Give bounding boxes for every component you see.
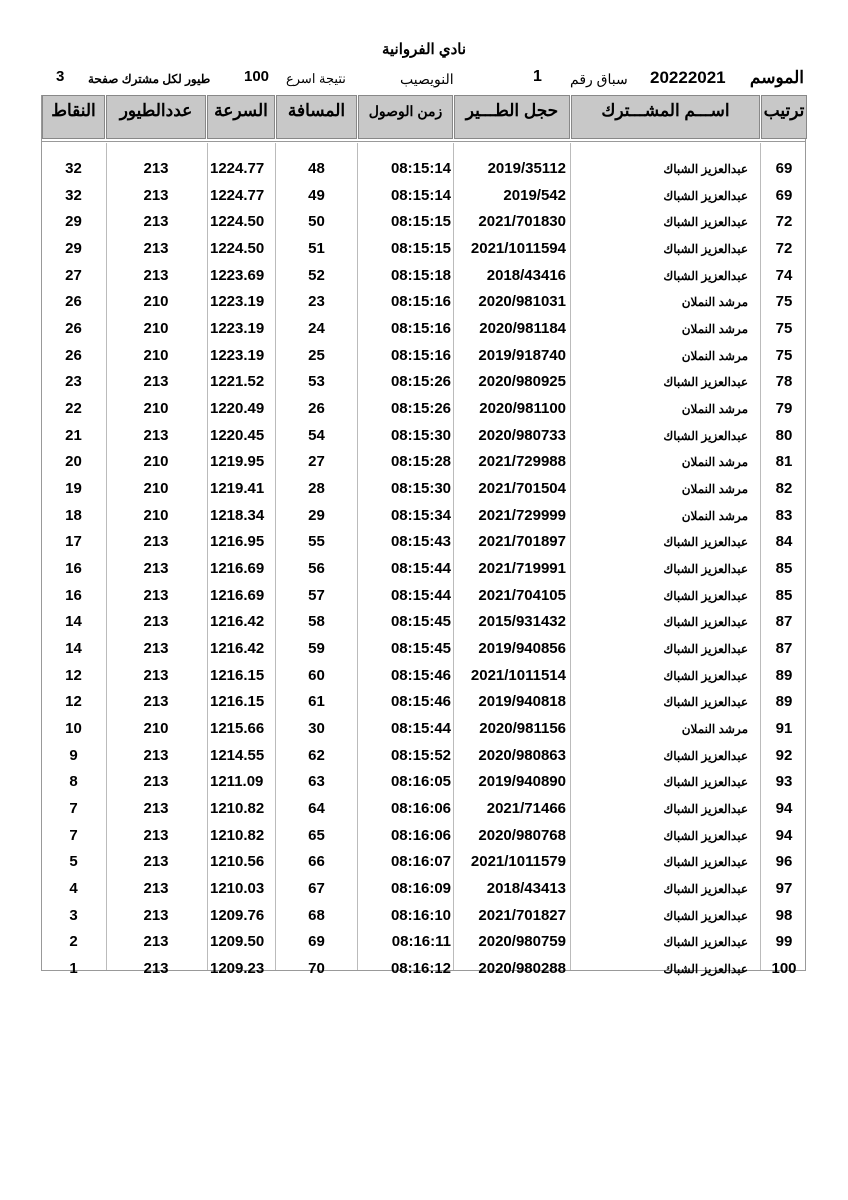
arrival-cell: 08:15:44	[390, 586, 451, 604]
rank-cell: 78	[775, 373, 793, 391]
table-row	[42, 823, 807, 849]
table-row	[42, 449, 807, 475]
rank-cell: 89	[775, 693, 793, 711]
arrival-cell: 08:15:26	[390, 400, 451, 418]
participant-cell: مرشد النملان	[681, 722, 748, 737]
rank-cell: 75	[775, 320, 793, 338]
points-cell: 27	[65, 266, 82, 284]
arrival-cell: 08:15:15	[390, 213, 451, 231]
ring-cell: 2020/981031	[478, 293, 566, 311]
table-row	[42, 583, 807, 609]
table-row	[42, 236, 807, 262]
distance-cell: 59	[308, 640, 325, 658]
table-row	[42, 183, 807, 209]
column-header-points: النقاط	[42, 95, 105, 139]
distance-cell: 49	[308, 186, 325, 204]
speed-cell: 1219.95	[210, 453, 265, 471]
distance-cell: 25	[308, 346, 325, 364]
arrival-cell: 08:15:14	[390, 186, 451, 204]
rank-cell: 72	[775, 213, 793, 231]
speed-cell: 1216.69	[210, 560, 265, 578]
table-row	[42, 849, 807, 875]
ring-cell: 2019/35112	[487, 160, 566, 177]
points-cell: 9	[69, 746, 78, 764]
rank-cell: 98	[775, 906, 793, 924]
participant-cell: مرشد النملان	[681, 482, 748, 497]
arrival-cell: 08:15:52	[390, 746, 451, 764]
speed-cell: 1220.49	[210, 400, 265, 418]
ring-cell: 2020/980925	[478, 373, 566, 391]
table-row	[42, 743, 807, 769]
arrival-cell: 08:15:30	[390, 426, 451, 444]
table-row	[42, 796, 807, 822]
speed-cell: 1211.09	[210, 773, 264, 791]
season-label: الموسم	[749, 68, 804, 87]
distance-cell: 58	[308, 613, 325, 631]
speed-cell: 1216.42	[210, 640, 265, 658]
rank-cell: 100	[771, 960, 797, 978]
distance-cell: 57	[308, 586, 325, 604]
distance-cell: 55	[308, 533, 325, 551]
rank-cell: 94	[775, 800, 793, 818]
rank-cell: 79	[775, 400, 793, 418]
distance-cell: 64	[308, 800, 325, 818]
distance-cell: 62	[308, 746, 325, 764]
distance-cell: 24	[308, 320, 325, 338]
participant-cell: عبدالعزيز الشباك	[663, 855, 748, 870]
participant-cell: مرشد النملان	[681, 508, 748, 523]
speed-cell: 1224.50	[210, 213, 265, 231]
ring-cell: 2021/71466	[486, 800, 566, 818]
rank-cell: 81	[775, 453, 793, 471]
birds-cell: 213	[143, 266, 169, 284]
arrival-cell: 08:15:30	[390, 480, 451, 498]
speed-cell: 1220.45	[210, 426, 265, 444]
rank-cell: 93	[775, 773, 793, 791]
speed-cell: 1210.82	[210, 800, 265, 818]
speed-cell: 1216.42	[210, 613, 265, 631]
participant-cell: مرشد النملان	[681, 348, 748, 363]
rank-cell: 82	[775, 480, 793, 498]
birds-cell: 213	[143, 160, 169, 177]
distance-cell: 23	[308, 293, 325, 311]
rank-cell: 94	[775, 826, 793, 844]
birds-cell: 213	[143, 906, 169, 924]
participant-cell: عبدالعزيز الشباك	[663, 828, 748, 843]
ring-cell: 2019/542	[503, 186, 566, 204]
ring-cell: 2018/43413	[486, 880, 566, 898]
ring-cell: 2021/701504	[478, 480, 566, 498]
points-cell: 22	[65, 400, 82, 418]
participant-cell: عبدالعزيز الشباك	[663, 668, 748, 683]
birds-cell: 213	[143, 186, 169, 204]
distance-cell: 61	[308, 693, 325, 711]
distance-cell: 70	[308, 960, 325, 978]
participant-cell: عبدالعزيز الشباك	[663, 615, 748, 630]
column-header-rank: ترتيب	[761, 95, 807, 139]
arrival-cell: 08:15:14	[390, 160, 451, 177]
speed-cell: 1223.69	[210, 266, 265, 284]
table-row	[42, 423, 807, 449]
points-cell: 10	[65, 720, 82, 738]
ring-cell: 2020/980759	[478, 933, 566, 951]
arrival-cell: 08:15:46	[390, 693, 451, 711]
points-cell: 26	[65, 346, 82, 364]
ring-cell: 2020/980863	[478, 746, 566, 764]
points-cell: 23	[65, 373, 82, 391]
rank-cell: 80	[775, 426, 793, 444]
race-label: سباق رقم	[570, 71, 628, 87]
points-cell: 19	[65, 480, 82, 498]
participant-cell: مرشد النملان	[681, 295, 748, 310]
arrival-cell: 08:15:45	[390, 613, 451, 631]
distance-cell: 28	[308, 480, 325, 498]
speed-cell: 1210.56	[210, 853, 265, 871]
arrival-cell: 08:16:11	[391, 933, 451, 951]
birds-cell: 213	[143, 773, 169, 791]
table-row	[42, 556, 807, 582]
participant-cell: عبدالعزيز الشباك	[663, 802, 748, 817]
table-row	[42, 343, 807, 369]
rank-cell: 92	[775, 746, 793, 764]
birds-cell: 213	[143, 613, 169, 631]
arrival-cell: 08:15:45	[390, 640, 451, 658]
birds-cell: 213	[143, 853, 169, 871]
table-row	[42, 289, 807, 315]
ring-cell: 2021/701827	[478, 906, 566, 924]
speed-cell: 1221.52	[210, 373, 265, 391]
distance-cell: 66	[308, 853, 325, 871]
points-cell: 7	[69, 800, 78, 818]
birds-cell: 213	[143, 640, 169, 658]
arrival-cell: 08:15:16	[390, 320, 451, 338]
points-cell: 32	[65, 186, 82, 204]
distance-cell: 65	[308, 826, 325, 844]
birds-cell: 213	[143, 426, 169, 444]
points-cell: 21	[65, 426, 82, 444]
rank-cell: 72	[775, 240, 793, 257]
points-cell: 26	[65, 293, 82, 311]
table-row	[42, 609, 807, 635]
ring-cell: 2020/981184	[479, 320, 566, 338]
table-row	[42, 956, 807, 982]
header-divider	[42, 141, 805, 142]
rank-cell: 75	[775, 293, 793, 311]
table-row	[42, 689, 807, 715]
points-cell: 26	[65, 320, 82, 338]
ring-cell: 2021/701830	[478, 213, 566, 231]
table-row	[42, 636, 807, 662]
column-header-ring: حجل الطـــير	[454, 95, 570, 139]
table-row	[42, 369, 807, 395]
arrival-cell: 08:15:28	[390, 453, 451, 471]
speed-cell: 1224.77	[210, 160, 265, 177]
arrival-cell: 08:16:12	[390, 960, 451, 978]
speed-cell: 1223.19	[210, 293, 265, 311]
ring-cell: 2019/940890	[478, 773, 566, 791]
birds-cell: 213	[143, 373, 169, 391]
arrival-cell: 08:15:26	[390, 373, 451, 391]
points-cell: 12	[65, 693, 82, 711]
birds-cell: 213	[143, 880, 169, 898]
rank-cell: 89	[775, 666, 793, 684]
arrival-cell: 08:15:16	[390, 293, 451, 311]
speed-cell: 1210.03	[210, 880, 265, 898]
arrival-cell: 08:16:06	[390, 826, 451, 844]
rank-cell: 69	[775, 186, 793, 204]
arrival-cell: 08:15:43	[390, 533, 451, 551]
participant-cell: عبدالعزيز الشباك	[663, 375, 748, 390]
speed-cell: 1224.77	[210, 186, 265, 204]
speed-cell: 1216.69	[210, 586, 265, 604]
ring-cell: 2021/719991	[478, 560, 566, 578]
ring-cell: 2021/704105	[478, 586, 566, 604]
table-row	[42, 769, 807, 795]
ring-cell: 2019/940818	[478, 693, 566, 711]
ring-cell: 2021/1011514	[470, 666, 566, 684]
arrival-cell: 08:15:34	[390, 506, 451, 524]
table-row	[42, 263, 807, 289]
speed-cell: 1209.76	[210, 906, 265, 924]
points-cell: 14	[65, 640, 82, 658]
table-row	[42, 663, 807, 689]
participant-cell: عبدالعزيز الشباك	[663, 188, 748, 203]
birds-cell: 213	[143, 826, 169, 844]
column-header-speed: السرعة	[207, 95, 275, 139]
table-row	[42, 529, 807, 555]
participant-cell: عبدالعزيز الشباك	[663, 908, 748, 923]
birds-cell: 210	[143, 293, 169, 311]
birds-cell: 210	[143, 320, 169, 338]
column-header-participant: اســـم المشـــترك	[571, 95, 760, 139]
points-cell: 2	[69, 933, 78, 951]
distance-cell: 27	[308, 453, 325, 471]
points-cell: 20	[65, 453, 82, 471]
birds-cell: 213	[143, 533, 169, 551]
points-cell: 14	[65, 613, 82, 631]
table-row	[42, 316, 807, 342]
ring-cell: 2020/981156	[479, 720, 566, 738]
birds-cell: 213	[143, 560, 169, 578]
birds-cell: 210	[143, 346, 169, 364]
arrival-cell: 08:16:06	[390, 800, 451, 818]
speed-cell: 1210.82	[210, 826, 265, 844]
participant-cell: عبدالعزيز الشباك	[663, 162, 748, 176]
participant-cell: عبدالعزيز الشباك	[663, 642, 748, 657]
distance-cell: 53	[308, 373, 325, 391]
speed-cell: 1216.15	[210, 666, 265, 684]
club-title: نادي الفروانية	[381, 41, 467, 58]
table-row	[42, 903, 807, 929]
points-cell: 3	[69, 906, 78, 924]
points-cell: 7	[69, 826, 78, 844]
participant-cell: عبدالعزيز الشباك	[663, 748, 748, 763]
ring-cell: 2021/729988	[478, 453, 566, 471]
participant-cell: عبدالعزيز الشباك	[663, 268, 748, 283]
rank-cell: 99	[775, 933, 793, 951]
race-location: النويصيب	[400, 71, 454, 87]
birds-cell: 210	[143, 453, 169, 471]
ring-cell: 2020/980288	[478, 960, 566, 978]
rank-cell: 85	[775, 560, 793, 578]
participant-cell: عبدالعزيز الشباك	[663, 588, 748, 603]
arrival-cell: 08:16:10	[390, 906, 451, 924]
distance-cell: 69	[308, 933, 325, 951]
results-table	[41, 95, 806, 978]
rank-cell: 69	[775, 160, 793, 177]
speed-cell: 1223.19	[210, 320, 265, 338]
rank-cell: 87	[775, 613, 793, 631]
table-row	[42, 503, 807, 529]
speed-cell: 1209.50	[210, 933, 265, 951]
arrival-cell: 08:15:15	[390, 240, 451, 257]
points-cell: 8	[69, 773, 78, 791]
rank-cell: 87	[775, 640, 793, 658]
rank-cell: 96	[775, 853, 793, 871]
points-cell: 29	[65, 213, 82, 231]
participant-cell: عبدالعزيز الشباك	[663, 695, 748, 710]
table-row	[42, 156, 807, 182]
fastest-count: 100	[244, 68, 270, 85]
ring-cell: 2020/980733	[478, 426, 566, 444]
distance-cell: 67	[308, 880, 325, 898]
race-number: 1	[533, 68, 542, 85]
speed-cell: 1215.66	[210, 720, 265, 738]
ring-cell: 2015/931432	[478, 613, 566, 631]
participant-cell: مرشد النملان	[681, 322, 748, 337]
points-cell: 12	[65, 666, 82, 684]
speed-cell: 1223.19	[210, 346, 265, 364]
speed-cell: 1219.41	[210, 480, 265, 498]
birds-cell: 213	[143, 693, 169, 711]
ring-cell: 2019/940856	[478, 640, 566, 658]
speed-cell: 1218.34	[210, 506, 265, 524]
table-row	[42, 929, 807, 955]
participant-cell: عبدالعزيز الشباك	[663, 962, 748, 977]
ring-cell: 2018/43416	[486, 266, 566, 284]
participant-cell: عبدالعزيز الشباك	[663, 242, 748, 256]
arrival-cell: 08:15:44	[390, 560, 451, 578]
points-cell: 18	[65, 506, 82, 524]
table-row	[42, 396, 807, 422]
distance-cell: 50	[308, 213, 325, 231]
ring-cell: 2021/701897	[478, 533, 566, 551]
participant-cell: مرشد النملان	[681, 402, 748, 417]
per-member-label: طيور لكل مشترك صفحة	[88, 72, 211, 86]
page-number: 3	[56, 68, 65, 85]
distance-cell: 68	[308, 906, 325, 924]
distance-cell: 60	[308, 666, 325, 684]
speed-cell: 1209.23	[210, 960, 265, 978]
distance-cell: 26	[308, 400, 325, 418]
ring-cell: 2019/918740	[478, 346, 566, 364]
column-header-arrival: زمن الوصول	[358, 95, 453, 139]
speed-cell: 1216.15	[210, 693, 265, 711]
arrival-cell: 08:15:44	[390, 720, 451, 738]
fastest-label: نتيجة اسرع	[286, 71, 346, 86]
birds-cell: 213	[143, 666, 169, 684]
ring-cell: 2020/980768	[478, 826, 566, 844]
arrival-cell: 08:16:07	[390, 853, 451, 871]
birds-cell: 213	[143, 213, 169, 231]
distance-cell: 56	[308, 560, 325, 578]
table-row	[42, 716, 807, 742]
points-cell: 4	[69, 880, 78, 898]
distance-cell: 63	[308, 773, 325, 791]
points-cell: 17	[65, 533, 82, 551]
rank-cell: 85	[775, 586, 793, 604]
arrival-cell: 08:16:05	[390, 773, 451, 791]
participant-cell: عبدالعزيز الشباك	[663, 882, 748, 897]
distance-cell: 29	[308, 506, 325, 524]
birds-cell: 213	[143, 586, 169, 604]
ring-cell: 2021/1011594	[470, 240, 566, 257]
participant-cell: مرشد النملان	[681, 455, 748, 470]
points-cell: 1	[69, 960, 78, 978]
rank-cell: 74	[775, 266, 793, 284]
participant-cell: عبدالعزيز الشباك	[663, 775, 748, 790]
points-cell: 5	[69, 853, 78, 871]
arrival-cell: 08:16:09	[390, 880, 451, 898]
rank-cell: 83	[775, 506, 793, 524]
participant-cell: عبدالعزيز الشباك	[663, 562, 748, 577]
ring-cell: 2020/981100	[479, 400, 566, 418]
rank-cell: 97	[775, 880, 793, 898]
birds-cell: 213	[143, 800, 169, 818]
distance-cell: 54	[308, 426, 325, 444]
arrival-cell: 08:15:16	[390, 346, 451, 364]
birds-cell: 213	[143, 933, 169, 951]
birds-cell: 213	[143, 746, 169, 764]
season-value: 20222021	[650, 68, 726, 87]
ring-cell: 2021/729999	[478, 506, 566, 524]
column-header-distance: المسافة	[276, 95, 357, 139]
table-row	[42, 476, 807, 502]
distance-cell: 48	[308, 160, 325, 177]
table-row	[42, 876, 807, 902]
birds-cell: 210	[143, 480, 169, 498]
birds-cell: 210	[143, 400, 169, 418]
speed-cell: 1214.55	[210, 746, 265, 764]
participant-cell: عبدالعزيز الشباك	[663, 215, 748, 230]
distance-cell: 51	[308, 240, 325, 257]
arrival-cell: 08:15:46	[390, 666, 451, 684]
rank-cell: 75	[775, 346, 793, 364]
distance-cell: 52	[308, 266, 325, 284]
points-cell: 29	[65, 240, 82, 257]
ring-cell: 2021/1011579	[470, 853, 566, 871]
distance-cell: 30	[308, 720, 325, 738]
points-cell: 32	[65, 160, 82, 177]
speed-cell: 1216.95	[210, 533, 265, 551]
table-row	[42, 209, 807, 235]
arrival-cell: 08:15:18	[390, 266, 451, 284]
birds-cell: 210	[143, 720, 169, 738]
participant-cell: عبدالعزيز الشباك	[663, 428, 748, 443]
column-header-birds: عددالطيور	[106, 95, 206, 139]
birds-cell: 213	[143, 960, 169, 978]
points-cell: 16	[65, 586, 82, 604]
birds-cell: 210	[143, 506, 169, 524]
rank-cell: 84	[775, 533, 793, 551]
participant-cell: عبدالعزيز الشباك	[663, 935, 748, 950]
participant-cell: عبدالعزيز الشباك	[663, 535, 748, 550]
points-cell: 16	[65, 560, 82, 578]
speed-cell: 1224.50	[210, 240, 265, 257]
rank-cell: 91	[775, 720, 793, 738]
birds-cell: 213	[143, 240, 169, 257]
